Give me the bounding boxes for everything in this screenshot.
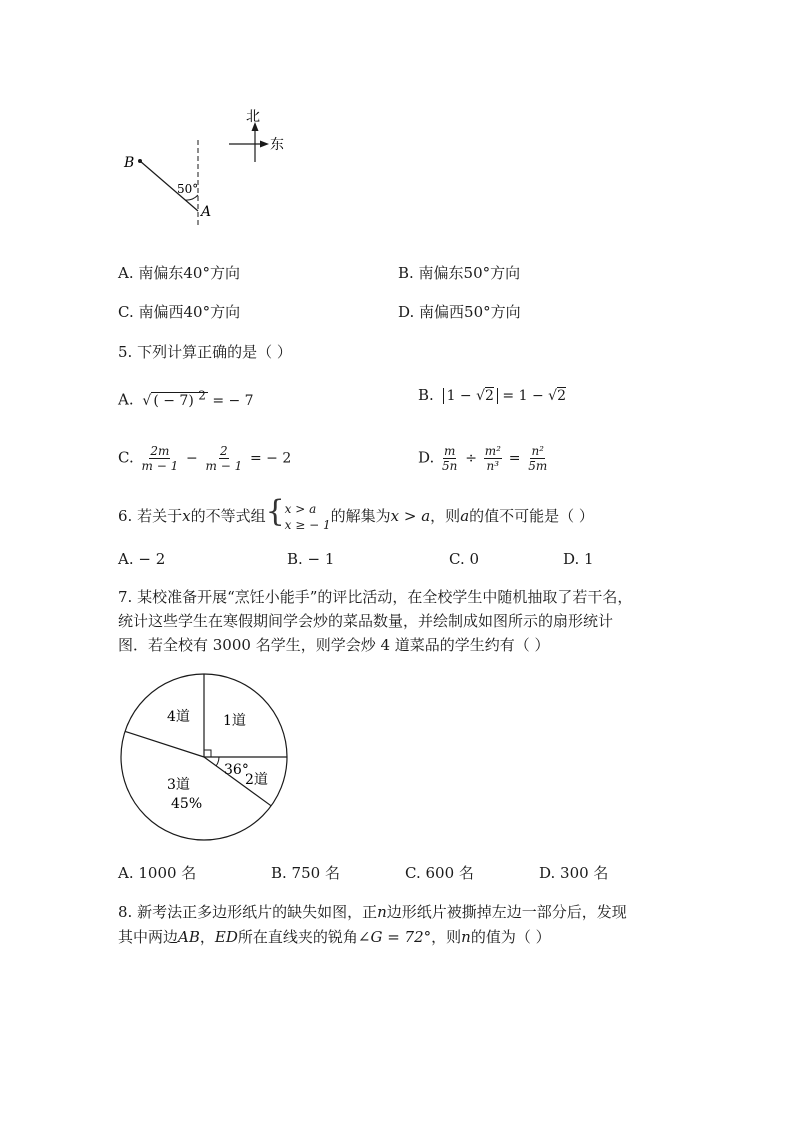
direction-figure <box>118 135 228 230</box>
q8-comma: ， <box>199 928 215 946</box>
q5-b-radicand-2: 2 <box>557 388 566 404</box>
q8-line1-pre: 8. 新考法正多边形纸片的缺失如图，正 <box>118 903 378 921</box>
q8-line2-pre: 其中两边 <box>118 928 179 946</box>
q8-line-2 <box>118 927 551 947</box>
q5-b-left: 1 − <box>446 388 477 404</box>
q8-line2-mid: 所在直线夹的锐角 <box>237 928 358 946</box>
q6-inequality-1: x > a <box>284 502 317 516</box>
point-a-label: A <box>201 204 212 220</box>
q7-line-3: 图．若全校有 3000 名学生，则学会炒 4 道菜品的学生约有（ ） <box>118 636 550 654</box>
pie-label-4: 4道 <box>167 709 190 725</box>
east-arrow-icon <box>260 141 269 148</box>
brace-icon: { <box>265 494 285 529</box>
q6-stem-post: 的值不可能是（ ） <box>469 507 594 525</box>
q4-option-a: A. 南偏东40°方向 <box>118 264 240 282</box>
point-b-label: B <box>124 155 135 171</box>
q5-c-rhs: = − 2 <box>249 450 292 467</box>
sqrt-icon: √ <box>142 392 152 409</box>
q6-stem <box>118 494 594 538</box>
q6-solution: x > a <box>390 507 431 525</box>
q5-d-fraction-1 <box>441 444 458 473</box>
q6-stem-mid: 的不等式组 <box>190 507 266 525</box>
q6-option-b: B. − 1 <box>287 550 335 568</box>
q5-option-c <box>118 444 291 473</box>
pie-label-45pct: 45% <box>171 796 203 812</box>
compass-figure <box>220 100 300 170</box>
q5-a-label: A. <box>118 390 134 409</box>
q4-option-b: B. 南偏东50°方向 <box>398 264 521 282</box>
q5-d-f3-den: 5m <box>528 459 548 473</box>
sqrt-icon: √ <box>476 388 486 404</box>
compass-north-label: 北 <box>246 109 260 125</box>
q5-d-f2-den: n³ <box>486 459 500 473</box>
q6-stem-mid2: 的解集为 <box>330 507 391 525</box>
q5-a-radicand: ( − 7) <box>153 392 199 409</box>
q5-c-f1-den: m − 1 <box>141 459 179 473</box>
q5-c-f2-num: 2 <box>220 444 228 458</box>
q8-segment-ed: ED <box>214 928 238 946</box>
compass-east-label: 东 <box>270 137 284 153</box>
q5-c-op: − <box>185 450 198 467</box>
q8-var-n: n <box>377 903 387 921</box>
q8-var-n2: n <box>461 928 471 946</box>
q8-segment-ab: AB <box>178 928 200 946</box>
q8-angle-g: ∠G = 72° <box>357 928 432 946</box>
angle-arc-36 <box>216 757 219 766</box>
q5-b-radicand: 2 <box>485 388 494 404</box>
q6-stem-pre: 6. 若关于 <box>118 507 183 525</box>
q5-d-fraction-3 <box>527 444 548 473</box>
q5-option-b <box>418 385 566 406</box>
pie-slice-boundary-4 <box>125 731 204 757</box>
q7-option-c: C. 600 名 <box>405 864 474 882</box>
q5-b-mid: = 1 − <box>497 388 549 404</box>
q5-d-op: ÷ <box>465 450 477 467</box>
q5-c-label: C. <box>118 448 134 467</box>
right-angle-marker <box>204 750 211 757</box>
pie-label-36deg: 36° <box>224 762 249 778</box>
pie-label-2: 2道 <box>245 772 268 788</box>
q5-option-d <box>418 444 550 473</box>
q8-line-1 <box>118 902 627 922</box>
q5-d-f3-num: n² <box>531 444 544 458</box>
q4-option-c: C. 南偏西40°方向 <box>118 303 241 321</box>
angle-label: 50° <box>177 182 199 196</box>
q6-option-c: C. 0 <box>449 550 480 568</box>
q6-var-x: x <box>182 507 191 525</box>
q5-d-f2-num: m² <box>484 444 501 458</box>
q5-stem: 5. 下列计算正确的是（ ） <box>118 343 292 361</box>
point-b-dot <box>138 159 142 163</box>
q5-d-eq: = <box>508 450 521 467</box>
q5-a-rhs: = − 7 <box>207 392 254 409</box>
q5-d-f1-num: m <box>444 444 456 458</box>
q5-c-f1-num: 2m <box>150 444 170 458</box>
q6-option-d: D. 1 <box>563 550 594 568</box>
q7-option-d: D. 300 名 <box>539 864 609 882</box>
q6-option-a: A. − 2 <box>118 550 166 568</box>
q8-line1-post: 边形纸片被撕掉左边一部分后，发现 <box>386 903 627 921</box>
q8-line2-post: 的值为（ ） <box>470 928 551 946</box>
q6-inequality-system <box>285 501 331 533</box>
pie-chart <box>115 668 295 848</box>
q7-option-a: A. 1000 名 <box>118 864 197 882</box>
q6-var-a: a <box>460 507 470 525</box>
q5-a-exponent: 2 <box>198 388 206 402</box>
q7-line-2: 统计这些学生在寒假期间学会炒的菜品数量，并绘制成如图所示的扇形统计 <box>118 612 614 630</box>
q5-c-f2-den: m − 1 <box>205 459 243 473</box>
q7-option-b: B. 750 名 <box>271 864 340 882</box>
q5-option-a <box>118 385 254 411</box>
q6-stem-mid3: ，则 <box>430 507 461 525</box>
q5-d-label: D. <box>418 448 435 467</box>
q6-inequality-2: x ≥ − 1 <box>284 518 331 532</box>
q5-c-fraction-2 <box>205 444 244 473</box>
q5-d-f1-den: 5n <box>442 459 458 473</box>
q7-line-1: 7. 某校准备开展“烹饪小能手”的评比活动，在全校学生中随机抽取了若干名， <box>118 588 633 606</box>
q8-line2-mid2: ，则 <box>431 928 462 946</box>
q5-b-label: B. <box>418 386 434 404</box>
q5-d-fraction-2 <box>484 444 502 473</box>
sqrt-icon: √ <box>548 388 558 404</box>
q4-option-d: D. 南偏西50°方向 <box>398 303 521 321</box>
q5-c-fraction-1 <box>141 444 180 473</box>
pie-label-3: 3道 <box>167 777 190 793</box>
pie-label-1: 1道 <box>223 713 246 729</box>
